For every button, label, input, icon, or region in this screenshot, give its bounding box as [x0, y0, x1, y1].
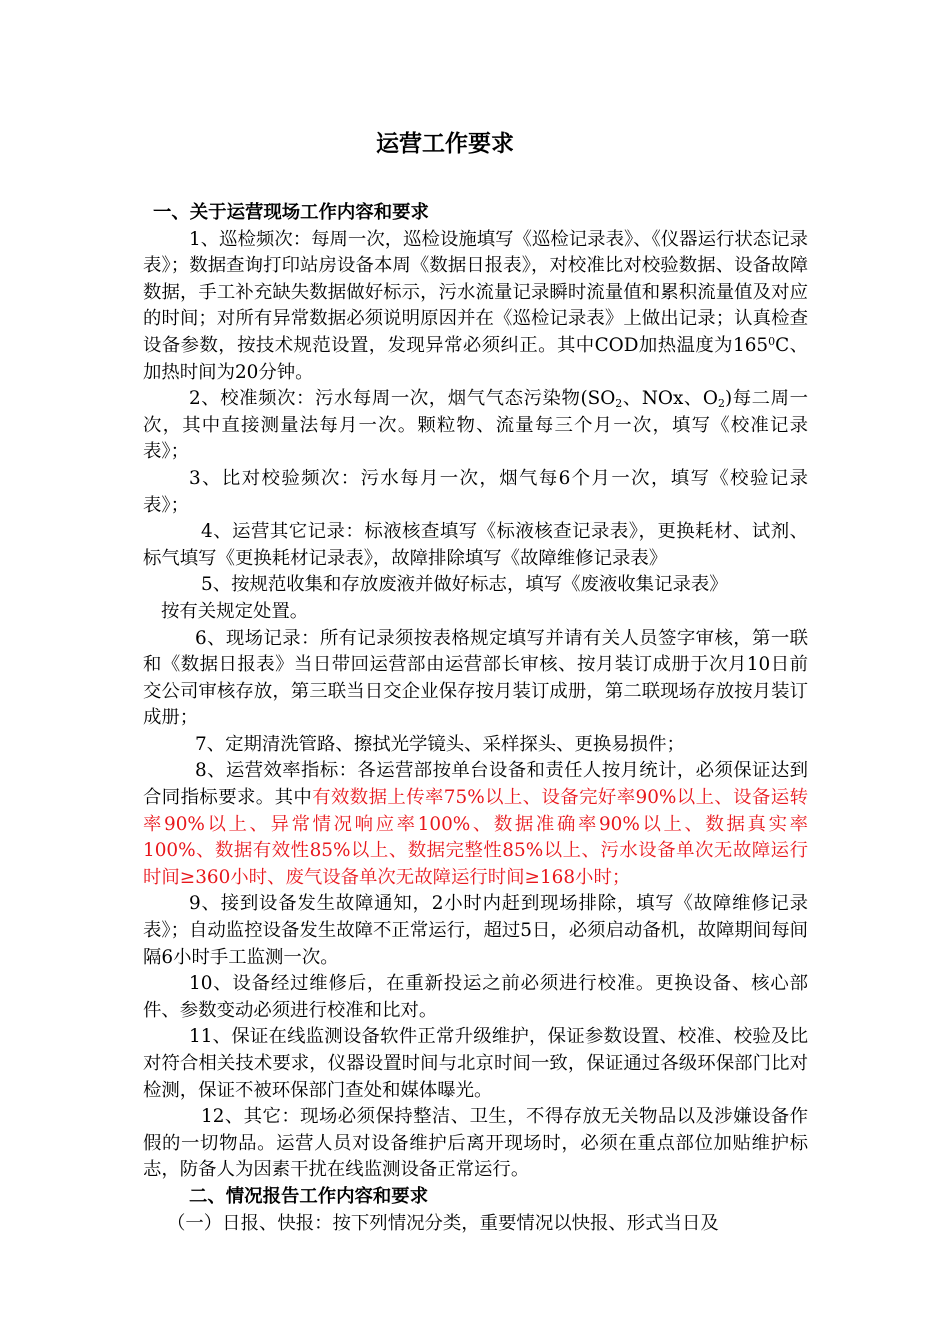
paragraph-item-5-line-2: 按有关规定处置。: [161, 600, 309, 622]
item-8-text: 8、运营效率指标：各运营部按单台设备和责任人按月统计，必须保证达到合同指标要求。其中: [143, 760, 808, 809]
paragraph-item-6: 6、现场记录：所有记录须按表格规定填写并请有关人员签字审核，第一联和《数据日报表》当日带回运营部由运营部长审核、按月装订成册于次月10日前交公司审核存放，第三联当日交企业保存按月装订成册，第二联现场存放按月装订成册；: [143, 627, 808, 729]
so2-subscript: 2: [615, 397, 623, 411]
paragraph-item-4: 4、运营其它记录：标液核查填写《标液核查记录表》，更换耗材、试剂、标气填写《更换耗材记录表》，故障排除填写《故障维修记录表》: [143, 521, 808, 569]
degree-superscript: 0: [768, 334, 776, 348]
section-heading-2: 二、情况报告工作内容和要求: [189, 1185, 429, 1207]
paragraph-item-2: [143, 386, 808, 466]
paragraph-item-8: [143, 758, 808, 891]
section-heading-1: 一、关于运营现场工作内容和要求: [153, 202, 429, 223]
item-2-text: 2、校准频次：污水每周一次，烟气气态污染物(SO: [189, 388, 616, 410]
item-1-text-end: C、加热时间为20分钟。: [143, 334, 808, 383]
item-1-text: 1、巡检频次：每周一次，巡检设施填写《巡检记录表》、《仪器运行状态记录表》；数据查询打印站房设备本周《数据日报表》，对校准比对校验数据、设备故障数据，手工补充缺失数据做好标示，污水流量记录瞬时流量值和累积流量值及对应的时间；对所有异常数据必须说明原因并在《巡检记录表》上做出记录；认真检查设备参数，按技术规范设置，发现异常必须纠正。其中COD加热温度为165: [143, 228, 808, 356]
paragraph-item-7: 7、定期清洗管路、擦拭光学镜头、采样探头、更换易损件；: [195, 733, 685, 755]
document-body: [143, 200, 808, 1237]
item-8-highlight-text: 有效数据上传率75%以上、设备完好率90%以上、设备运转率90%以上、异常情况响应率100%、数据准确率90%以上、数据真实率100%、数据有效性85%以上、数据完整性85%以上、污水设备单次无故障运行时间≥360小时、废气设备单次无故障运行时间≥168小时；: [143, 787, 808, 888]
item-2-text-end: )每二周一次，其中直接测量法每月一次。颗粒物、流量每三个月一次，填写《校准记录表》；: [143, 388, 808, 463]
paragraph-item-10: 10、设备经过维修后，在重新投运之前必须进行校准。更换设备、核心部件、参数变动必须进行校准和比对。: [143, 973, 808, 1021]
paragraph-item-1: [143, 227, 808, 387]
paragraph-item-12: 12、其它：现场必须保持整洁、卫生，不得存放无关物品以及涉嫌设备作假的一切物品。运营人员对设备维护后离开现场时，必须在重点部位加贴维护标志，防备人为因素干扰在线监测设备正常运行。: [143, 1106, 808, 1181]
o2-subscript: 2: [717, 397, 725, 411]
paragraph-item-9: 9、接到设备发生故障通知，2小时内赶到现场排除，填写《故障维修记录表》；自动监控设备发生故障不正常运行，超过5日，必须启动备机，故障期间每间隔6小时手工监测一次。: [143, 893, 808, 968]
page-title: 运营工作要求: [376, 131, 514, 157]
paragraph-item-11: 11、保证在线监测设备软件正常升级维护，保证参数设置、校准、校验及比对符合相关技术要求，仪器设置时间与北京时间一致，保证通过各级环保部门比对检测，保证不被环保部门查处和媒体曝光。: [143, 1026, 808, 1101]
paragraph-item-3: 3、比对校验频次：污水每月一次，烟气每6个月一次，填写《校验记录表》；: [143, 467, 808, 516]
item-2-text-mid: 、NOx、O: [622, 388, 718, 410]
paragraph-section-2-item-1: （一）日报、快报：按下列情况分类，重要情况以快报、形式当日及: [167, 1212, 719, 1234]
paragraph-item-5-line-1: 5、按规范收集和存放废液并做好标志，填写《废液收集记录表》: [201, 574, 728, 596]
